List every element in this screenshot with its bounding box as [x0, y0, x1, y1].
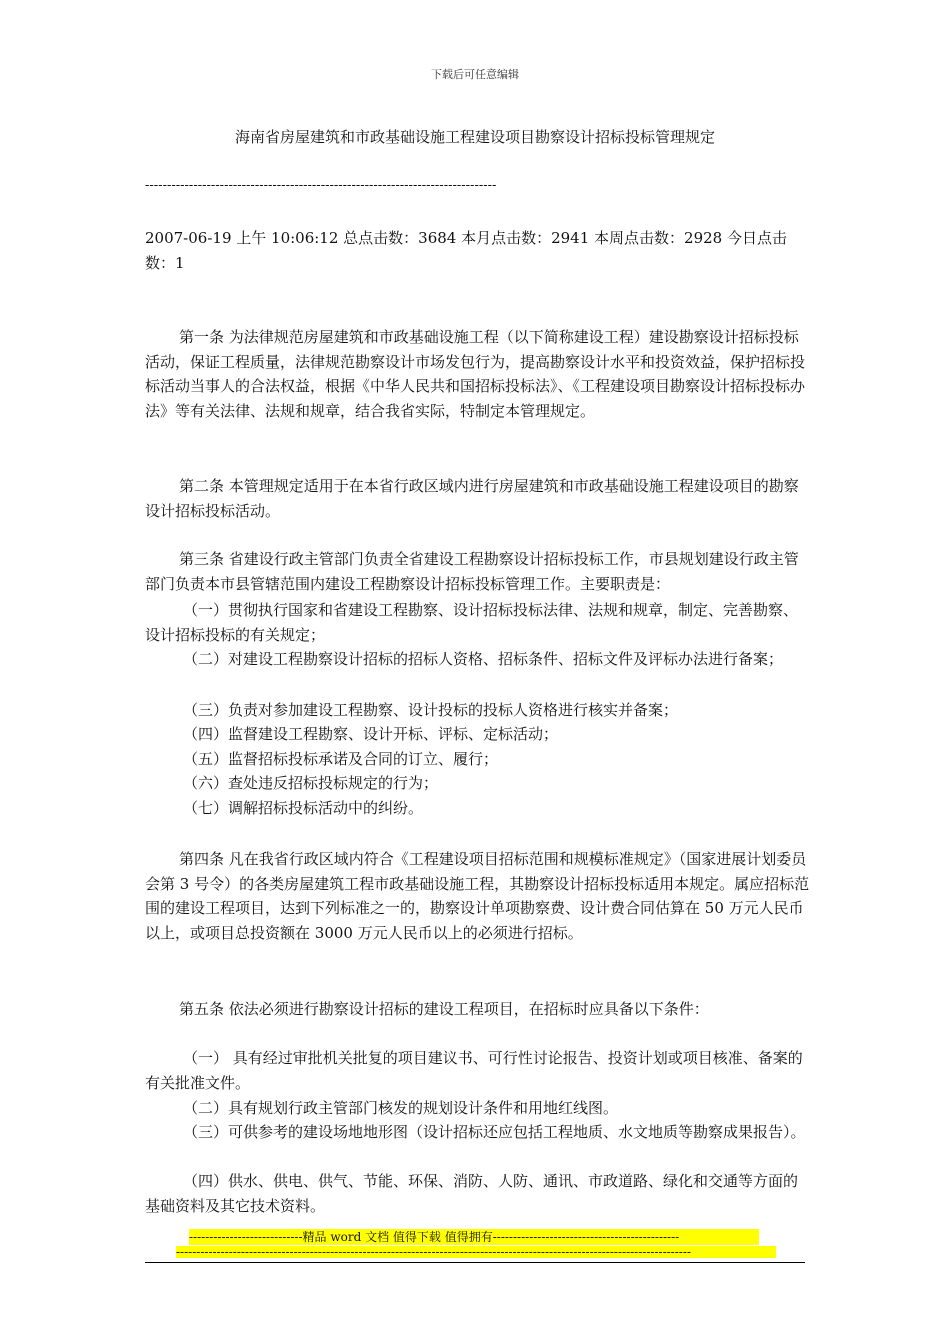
- footer-dashes: -------------------------------------------------------------------------------------------------------------------------------: [176, 1246, 776, 1258]
- article-3-item-4: （四）监督建设工程勘察、设计开标、评标、定标活动；: [183, 725, 559, 743]
- article-3-item-3: （三）负责对参加建设工程勘察、设计投标的投标人资格进行核实并备案；: [183, 701, 679, 719]
- article-3-item-7: （七）调解招标投标活动中的纠纷。: [183, 799, 424, 817]
- article-2: 第二条 本管理规定适用于在本省行政区域内进行房屋建筑和市政基础设施工程建设项目的勘察设计招标投标活动。: [145, 477, 799, 520]
- footer-rule: [145, 1262, 805, 1263]
- article-5-item-4: （四）供水、供电、供气、节能、环保、消防、人防、通讯、市政道路、绿化和交通等方面的基础资料及其它技术资料。: [145, 1172, 799, 1215]
- article-1: 第一条 为法律规范房屋建筑和市政基础设施工程（以下简称建设工程）建设勘察设计招标投标活动，保证工程质量，法律规范勘察设计市场发包行为，提高勘察设计水平和投资效益，保护招标投标活动当事人的合法权益，根据《中华人民共和国招标投标法》、《工程建设项目勘察设计招标投标办法》等有关法律、法规和规章，结合我省实际，特制定本管理规定。: [145, 328, 806, 420]
- meta-line: 2007-06-19 上午 10:06:12 总点击数：3684 本月点击数：2941 本周点击数：2928 今日点击数：1: [145, 229, 787, 272]
- article-3-item-5: （五）监督招标投标承诺及合同的订立、履行；: [183, 750, 499, 768]
- article-5: 第五条 依法必须进行勘察设计招标的建设工程项目，在招标时应具备以下条件：: [179, 1000, 709, 1018]
- article-3-item-6: （六）查处违反招标投标规定的行为；: [183, 774, 439, 792]
- article-5-item-1: （一） 具有经过审批机关批复的项目建议书、可行性讨论报告、投资计划或项目核准、备案的有关批准文件。: [145, 1049, 803, 1092]
- article-3-item-1: （一）贯彻执行国家和省建设工程勘察、设计招标投标法律、法规和规章，制定、完善勘察、设计招标投标的有关规定；: [145, 601, 799, 644]
- document-title: 海南省房屋建筑和市政基础设施工程建设项目勘察设计招标投标管理规定: [234, 128, 715, 146]
- header-note: 下载后可任意编辑: [431, 68, 519, 81]
- article-3-item-2: （二）对建设工程勘察设计招标的招标人资格、招标条件、招标文件及评标办法进行备案；: [183, 650, 784, 668]
- separator-line: --------------------------------------------------------------------------------: [145, 178, 497, 193]
- article-4: 第四条 凡在我省行政区域内符合《工程建设项目招标范围和规模标准规定》（国家进展计划委员会第 3 号令）的各类房屋建筑工程市政基础设施工程，其勘察设计招标投标适用本规定。属应招标范围的建设工程项目，达到下列标准之一的，勘察设计单项勘察费、设计费合同估算在 50 万元人民币以上，或项目总投资额在 3000 万元人民币以上的必须进行招标。: [145, 850, 810, 942]
- article-3: 第三条 省建设行政主管部门负责全省建设工程勘察设计招标投标工作，市县规划建设行政主管部门负责本市县管辖范围内建设工程勘察设计招标投标管理工作。主要职责是：: [145, 550, 799, 593]
- footer-banner: ----------------------------精品 word 文档 值得下载 值得拥有----------------------------------------------: [189, 1229, 759, 1245]
- article-5-item-3: （三）可供参考的建设场地地形图（设计招标还应包括工程地质、水文地质等勘察成果报告）。: [183, 1123, 806, 1141]
- article-5-item-2: （二）具有规划行政主管部门核发的规划设计条件和用地红线图。: [183, 1099, 619, 1117]
